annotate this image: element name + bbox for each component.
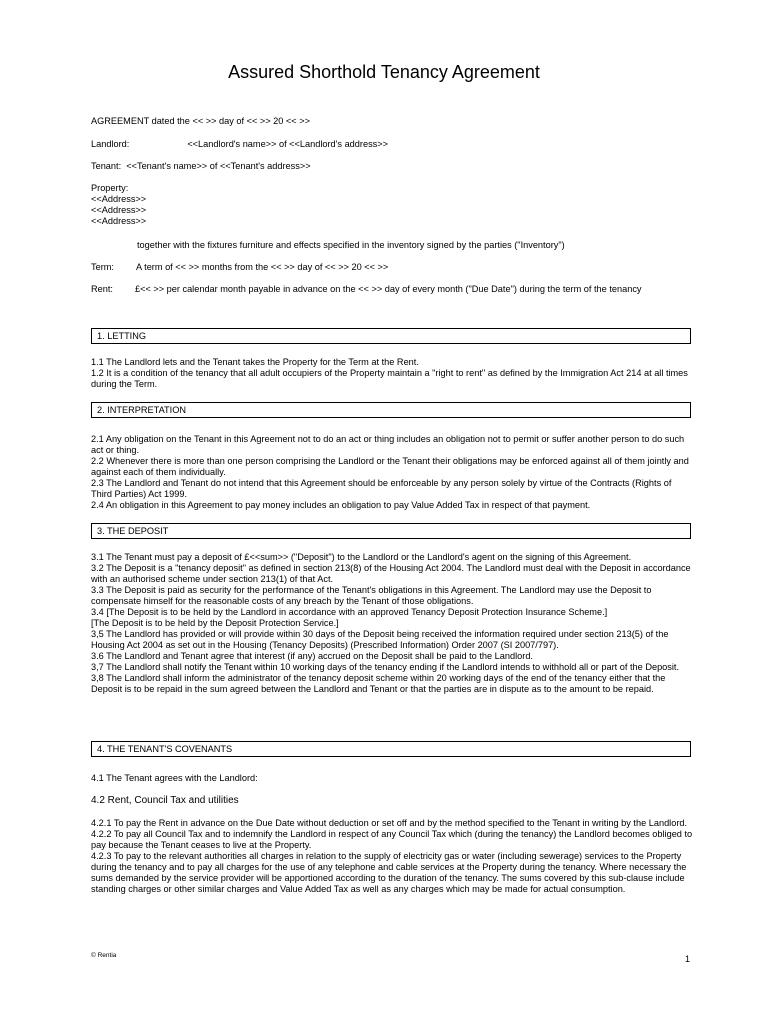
term-line xyxy=(91,262,691,273)
tenant-value: <<Tenant's name>> of <<Tenant's address>> xyxy=(126,161,311,171)
section-heading-interpretation: 2. INTERPRETATION xyxy=(91,402,691,418)
clause: 3.3 The Deposit is paid as security for the performance of the Tenant's obligations in this Agreement. The Landlord may use the Deposit to compensate himself for the reasonable costs of any breach by the Tenant of those obligations. xyxy=(91,585,652,606)
rent-line xyxy=(91,284,691,295)
clause: 4.2.1 To pay the Rent in advance on the Due Date without deduction or set off and by the method specified to the Tenant in writing by the Landlord. xyxy=(91,818,688,828)
section-body-tenants-covenants xyxy=(91,818,693,895)
clause: 2.4 An obligation in this Agreement to pay money includes an obligation to pay Value Added Tax in respect of that payment. xyxy=(91,500,591,510)
property-address-line: <<Address>> xyxy=(91,205,147,215)
clause: 3.4 [The Deposit is to be held by the Landlord in accordance with an approved Tenancy Deposit Protection Insurance Scheme.] xyxy=(91,607,608,617)
section-heading-letting: 1. LETTING xyxy=(91,328,691,344)
clause: 3.6 The Landlord and Tenant agree that interest (if any) accrued on the Deposit shall be paid to the Landlord. xyxy=(91,651,533,661)
property-address-line: <<Address>> xyxy=(91,216,147,226)
rent-value: £<< >> per calendar month payable in advance on the << >> day of every month ("Due Date") during the term of the tenancy xyxy=(134,284,642,294)
clause: 3.1 The Tenant must pay a deposit of £<<sum>> ("Deposit") to the Landlord or the Landlord's agent on the signing of this Agreement. xyxy=(91,552,632,562)
landlord-line xyxy=(91,139,691,150)
landlord-label: Landlord: xyxy=(91,139,130,149)
clause: 2.2 Whenever there is more than one person comprising the Landlord or the Tenant their obligations may be enforced against all of them jointly and against each of them individually. xyxy=(91,456,689,477)
clause: 3,5 The Landlord has provided or will provide within 30 days of the Deposit being received the information required under section 213(5) of the Housing Act 2004 as set out in the Housing (Tenancy Deposits) (Prescribed Information) Order 2007 (SI 2007/797). xyxy=(91,629,669,650)
clause: 1.1 The Landlord lets and the Tenant takes the Property for the Term at the Rent. xyxy=(91,357,419,367)
clause: 3,8 The Landlord shall inform the administrator of the tenancy deposit scheme within 20 working days of the end of the tenancy either that the Deposit is to be repaid in the sum agreed between the Landlord and Tenant or that the parties are in dispute as to the amount to be repaid. xyxy=(91,673,666,694)
clause: 2.1 Any obligation on the Tenant in this Agreement not to do an act or thing includes an obligation not to permit or suffer another person to do such act or thing. xyxy=(91,434,685,455)
clause: 4.2.2 To pay all Council Tax and to indemnify the Landlord in respect of any Council Tax which (during the tenancy) the Landlord becomes obliged to pay because the Tenant ceases to live at the Property. xyxy=(91,829,693,850)
clause: [The Deposit is to be held by the Deposit Protection Service.] xyxy=(91,618,339,628)
fixtures-line: together with the fixtures furniture and effects specified in the inventory signed by the parties ("Inventory") xyxy=(137,240,565,250)
tenant-label: Tenant: xyxy=(91,161,122,171)
section-body-letting xyxy=(91,357,693,390)
tenant-line xyxy=(91,161,691,172)
page-number: 1 xyxy=(685,954,691,964)
clause: 1.2 It is a condition of the tenancy that all adult occupiers of the Property maintain a "right to rent" as defined by the Immigration Act 214 at all times during the Term. xyxy=(91,368,688,389)
term-label: Term: xyxy=(91,262,114,272)
clause: 4.2.3 To pay to the relevant authorities all charges in relation to the supply of electricity gas or water (including sewerage) services to the Property during the tenancy and to pay all charges for the use of any telephone and cable services at the Property during the tenancy. Where necessary the sums demanded by the service provider will be apportioned according to the duration of the tenancy. The sums covered by this sub-clause include standing charges or other similar charges and Value Added Tax as well as any charges which may be made for actual consumption. xyxy=(91,851,687,894)
property-label: Property: xyxy=(91,183,129,193)
section-body-deposit xyxy=(91,552,693,695)
footer-copyright: © Rentia xyxy=(91,952,117,959)
term-value: A term of << >> months from the << >> day of << >> 20 << >> xyxy=(135,262,389,272)
rent-label: Rent: xyxy=(91,284,113,294)
agreement-date-line: AGREEMENT dated the << >> day of << >> 20 << >> xyxy=(91,116,310,126)
section-body-interpretation xyxy=(91,434,693,511)
landlord-value: <<Landlord's name>> of <<Landlord's address>> xyxy=(187,139,388,149)
property-address-line: <<Address>> xyxy=(91,194,147,204)
document-title: Assured Shorthold Tenancy Agreement xyxy=(228,62,540,82)
covenant-intro: 4.1 The Tenant agrees with the Landlord: xyxy=(91,773,258,783)
section-heading-deposit: 3. THE DEPOSIT xyxy=(91,523,691,539)
covenant-subheading: 4.2 Rent, Council Tax and utilities xyxy=(91,795,239,806)
clause: 3,7 The Landlord shall notify the Tenant within 10 working days of the tenancy ending if the Landlord intends to withhold all or part of the Deposit. xyxy=(91,662,680,672)
section-heading-tenants-covenants: 4. THE TENANT'S COVENANTS xyxy=(91,741,691,757)
clause: 2.3 The Landlord and Tenant do not intend that this Agreement should be enforceable by any person solely by virtue of the Contracts (Rights of Third Parties) Act 1999. xyxy=(91,478,672,499)
clause: 3.2 The Deposit is a "tenancy deposit" as defined in section 213(8) of the Housing Act 2004. The Landlord must deal with the Deposit in accordance with an authorised scheme under section 213(1) of that Act. xyxy=(91,563,691,584)
